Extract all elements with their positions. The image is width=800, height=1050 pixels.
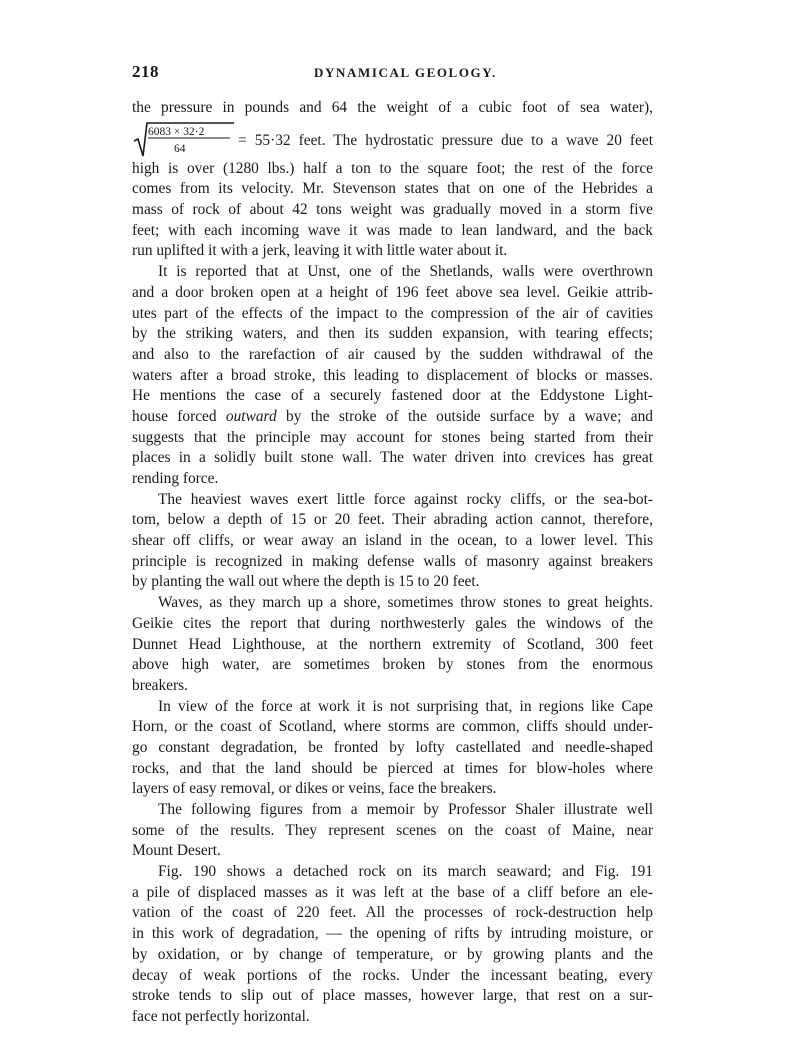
paragraph-start-line: Fig. 190 shows a detached rock on its march seaward; and Fig. 191 <box>158 863 653 881</box>
text-line: mass of rock of about 42 tons weight was gradually moved in a storm five <box>132 201 653 219</box>
paragraph-start-line: The following figures from a memoir by Professor Shaler illustrate well <box>158 801 653 818</box>
fraction-numerator: 6083 × 32·2 <box>148 125 205 138</box>
text-line: vation of the coast of 220 feet. All the processes of rock-destruction help <box>132 904 653 922</box>
text-line: the pressure in pounds and 64 the weight of a cubic foot of sea water), <box>132 99 653 116</box>
text-line: Mount Desert. <box>132 842 221 860</box>
text-line: face not perfectly horizontal. <box>132 1007 310 1025</box>
paragraph-start-line: Waves, as they march up a shore, sometimes throw stones to great heights. <box>158 594 653 612</box>
italic-word: outward <box>225 407 277 425</box>
text-line: shear off cliffs, or wear away an island in the ocean, to a lower level. This <box>132 532 653 550</box>
text-line: He mentions the case of a securely fastened door at the Eddystone Light- <box>132 387 653 405</box>
text-line <box>132 407 653 428</box>
text-line: decay of weak portions of the rocks. Under the incessant beating, every <box>132 966 653 984</box>
text-line: utes part of the effects of the impact to the compression of the air of cavities <box>132 304 653 322</box>
text-line: Dunnet Head Lighthouse, at the northern extremity of Scotland, 300 feet <box>132 635 653 653</box>
formula-result-text: = 55·32 feet. The hydrostatic pressure due to a wave 20 feet <box>238 131 653 149</box>
text-line: waters after a broad stroke, this leading to displacement of blocks or masses. <box>132 366 653 384</box>
text-line: feet; with each incoming wave it was made to lean landward, and the back <box>132 221 653 239</box>
text-line: above high water, are sometimes broken by stones from the enormous <box>132 656 653 674</box>
text-line: layers of easy removal, or dikes or veins, face the breakers. <box>132 780 497 798</box>
text-line: by oxidation, or by change of temperature, or by growing plants and the <box>132 945 653 963</box>
text-segment: house forced <box>132 407 226 425</box>
paragraph-start-line: The heaviest waves exert little force against rocky cliffs, or the sea-bot- <box>158 490 653 508</box>
text-line: a pile of displaced masses as it was left at the base of a cliff before an ele- <box>132 883 653 901</box>
paragraph-start-line: In view of the force at work it is not surprising that, in regions like Cape <box>158 697 653 715</box>
text-line: and also to the rarefaction of air caused by the sudden withdrawal of the <box>132 345 653 363</box>
text-line: some of the results. They represent scenes on the coast of Maine, near <box>132 821 653 839</box>
text-line: run uplifted it with a jerk, leaving it with little water about it. <box>132 242 508 260</box>
running-title: DYNAMICAL GEOLOGY. <box>314 65 497 80</box>
text-line: by the striking waters, and then its sudden expansion, with tearing effects; <box>132 325 653 343</box>
text-line: comes from its velocity. Mr. Stevenson states that on one of the Hebrides a <box>132 180 653 198</box>
square-root-formula <box>132 121 236 157</box>
text-line: high is over (1280 lbs.) half a ton to the square foot; the rest of the force <box>132 159 653 177</box>
text-line: by planting the wall out where the depth is 15 to 20 feet. <box>132 573 480 591</box>
text-line: Horn, or the coast of Scotland, where storms are common, cliffs should under- <box>132 718 653 736</box>
text-line: places in a solidly built stone wall. The water driven into crevices has great <box>132 449 653 467</box>
text-line: breakers. <box>132 676 188 694</box>
text-line: rending force. <box>132 470 219 487</box>
text-line: stroke tends to slip out of place masses, however large, that rest on a sur- <box>132 987 653 1005</box>
text-line: principle is recognized in making defense walls of masonry against breakers <box>132 552 653 570</box>
page-number: 218 <box>132 62 159 81</box>
text-line: in this work of degradation, — the opening of rifts by intruding moisture, or <box>132 925 653 943</box>
fraction-denominator: 64 <box>174 142 186 155</box>
text-line: suggests that the principle may account for stones being started from their <box>132 428 653 446</box>
text-segment: by the stroke of the outside surface by a wave; and <box>276 407 653 425</box>
formula-line <box>132 121 653 159</box>
text-line: and a door broken open at a height of 196 feet above sea level. Geikie attrib- <box>132 283 653 301</box>
text-line: go constant degradation, be fronted by lofty castellated and needle-shaped <box>132 738 653 756</box>
paragraph-start-line: It is reported that at Unst, one of the Shetlands, walls were overthrown <box>158 263 653 281</box>
text-line: Geikie cites the report that during northwesterly gales the windows of the <box>132 614 653 632</box>
text-line: rocks, and that the land should be pierced at times for blow-holes where <box>132 759 653 777</box>
body-text <box>132 98 653 1028</box>
page-header <box>132 62 652 88</box>
text-line: tom, below a depth of 15 or 20 feet. Their abrading action cannot, therefore, <box>132 511 653 529</box>
